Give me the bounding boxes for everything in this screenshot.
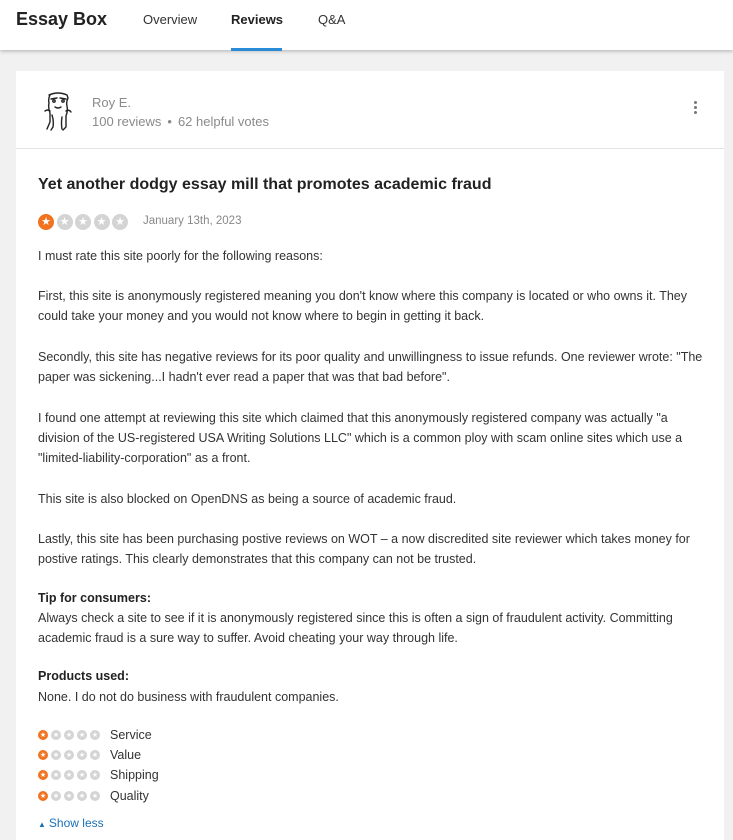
- meta-separator: •: [167, 114, 172, 129]
- show-less-label: Show less: [48, 816, 104, 830]
- star-icon: ★: [78, 792, 86, 800]
- tip-text: Always check a site to see if it is anonymously registered since this is often a sign of fraudulent activity. Committing academic fraud is a sure way to suffer. Avoid cheating your way through life.: [38, 611, 673, 645]
- tab-qa[interactable]: Q&A: [318, 12, 346, 27]
- more-options-icon[interactable]: [688, 101, 702, 119]
- sub-rating-stars: [38, 791, 103, 801]
- star-icon: ★: [65, 731, 73, 739]
- sub-rating-label: Quality: [110, 789, 149, 803]
- review-paragraph: Secondly, this site has negative reviews for its poor quality and unwillingness to issue refunds. One reviewer wrote: "The paper was sickening...I hadn't ever read a paper that was that bad before".: [38, 350, 703, 384]
- star-icon: ★: [94, 214, 110, 230]
- tip-label: Tip for consumers:: [38, 591, 151, 605]
- star-icon: ★: [65, 771, 73, 779]
- reviewer-name[interactable]: Roy E.: [92, 95, 132, 110]
- caret-up-icon: ▲: [38, 820, 46, 829]
- review-paragraph: First, this site is anonymously registered meaning you don't know where this company is located or who owns it. They could take your money and you would not know where to begin in getting it back.: [38, 289, 687, 323]
- star-icon: ★: [65, 751, 73, 759]
- review-rating-stars: [38, 214, 131, 230]
- sub-rating-shipping: [38, 768, 159, 782]
- helpful-votes-count: 62 helpful votes: [177, 114, 270, 129]
- review-paragraph: Lastly, this site has been purchasing postive reviews on WOT – a now discredited site reviewer which takes money for postive ratings. This clearly demonstrates that this company can not be trusted.: [38, 532, 690, 566]
- star-icon: ★: [65, 792, 73, 800]
- star-icon: ★: [78, 731, 86, 739]
- sub-rating-service: [38, 728, 152, 742]
- show-less-link[interactable]: [38, 816, 104, 830]
- star-icon: ★: [57, 214, 73, 230]
- active-tab-indicator: [231, 48, 282, 51]
- products-label: Products used:: [38, 669, 129, 683]
- star-icon: ★: [78, 771, 86, 779]
- products-text: None. I do not do business with fraudulent companies.: [38, 690, 339, 704]
- sub-rating-stars: [38, 750, 103, 760]
- star-icon: ★: [52, 751, 60, 759]
- review-paragraph: I found one attempt at reviewing this site which claimed that this anonymously registered company was actually "a division of the US-registered USA Writing Solutions LLC" which is a common ploy with scam online sites which use a "limited-liability-corporation" as a front.: [38, 411, 683, 465]
- star-icon: ★: [78, 751, 86, 759]
- star-icon: ★: [91, 751, 99, 759]
- star-icon: ★: [91, 792, 99, 800]
- review-card: [16, 71, 724, 840]
- star-icon: ★: [39, 771, 47, 779]
- reviewer-stats: [92, 114, 269, 129]
- star-icon: ★: [38, 214, 54, 230]
- tab-reviews[interactable]: Reviews: [231, 12, 284, 27]
- review-paragraph: This site is also blocked on OpenDNS as being a source of academic fraud.: [38, 492, 457, 506]
- sub-rating-label: Service: [110, 728, 152, 742]
- sub-rating-label: Value: [110, 748, 142, 762]
- top-nav: [0, 0, 733, 50]
- star-icon: ★: [39, 751, 47, 759]
- star-icon: ★: [75, 214, 91, 230]
- review-date: January 13th, 2023: [143, 215, 242, 227]
- star-icon: ★: [91, 731, 99, 739]
- review-title: Yet another dodgy essay mill that promotes academic fraud: [38, 176, 492, 193]
- star-icon: ★: [39, 792, 47, 800]
- brand-name[interactable]: Essay Box: [16, 9, 108, 29]
- sub-rating-label: Shipping: [110, 768, 159, 782]
- star-icon: ★: [52, 792, 60, 800]
- review-count: 100 reviews: [92, 114, 162, 129]
- star-icon: ★: [52, 771, 60, 779]
- star-icon: ★: [91, 771, 99, 779]
- star-icon: ★: [52, 731, 60, 739]
- reviewer-header: [16, 71, 724, 149]
- sub-rating-quality: [38, 789, 149, 803]
- sub-rating-stars: [38, 770, 103, 780]
- avatar[interactable]: [40, 89, 76, 133]
- star-icon: ★: [112, 214, 128, 230]
- sub-rating-value: [38, 748, 141, 762]
- star-icon: ★: [39, 731, 47, 739]
- sub-rating-stars: [38, 730, 103, 740]
- review-paragraph: I must rate this site poorly for the following reasons:: [38, 249, 323, 263]
- tab-overview[interactable]: Overview: [143, 12, 198, 27]
